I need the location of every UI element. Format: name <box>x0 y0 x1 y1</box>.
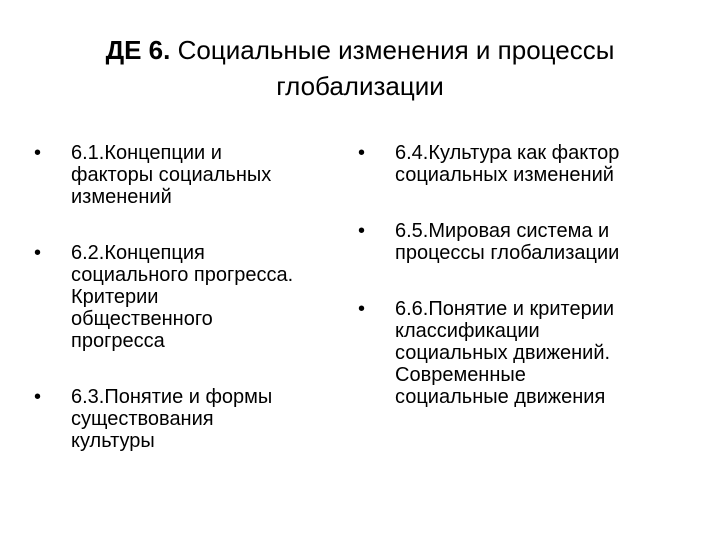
bullet-icon: • <box>34 386 42 408</box>
bullet-icon: • <box>358 298 366 320</box>
title-text: Социальные изменения и процессы глобализации <box>177 35 615 101</box>
bullet-icon: • <box>358 220 366 242</box>
list-item-text: 6.6.Понятие и критерии классификации социальных движений. Современные социальные движения <box>395 298 615 408</box>
bullet-icon: • <box>34 242 42 264</box>
list-item-text: 6.5.Мировая система и процессы глобализации <box>395 220 620 264</box>
bullet-icon: • <box>34 142 42 164</box>
list-item <box>28 142 318 208</box>
left-column <box>28 142 318 452</box>
list-item <box>352 220 682 264</box>
list-item <box>352 142 682 186</box>
list-item-text: 6.2.Концепция социального прогресса. Критерии общественного прогресса <box>71 242 294 352</box>
list-item <box>28 386 318 452</box>
list-item-text: 6.1.Концепции и факторы социальных изменений <box>71 142 272 208</box>
slide-title <box>40 32 680 104</box>
list-item <box>28 242 318 352</box>
list-item-text: 6.3.Понятие и формы существования культуры <box>71 386 273 452</box>
title-bold: ДЕ 6. <box>105 35 171 65</box>
list-item <box>352 298 682 408</box>
list-item-text: 6.4.Культура как фактор социальных изменений <box>395 142 620 186</box>
right-column <box>352 142 682 408</box>
bullet-icon: • <box>358 142 366 164</box>
